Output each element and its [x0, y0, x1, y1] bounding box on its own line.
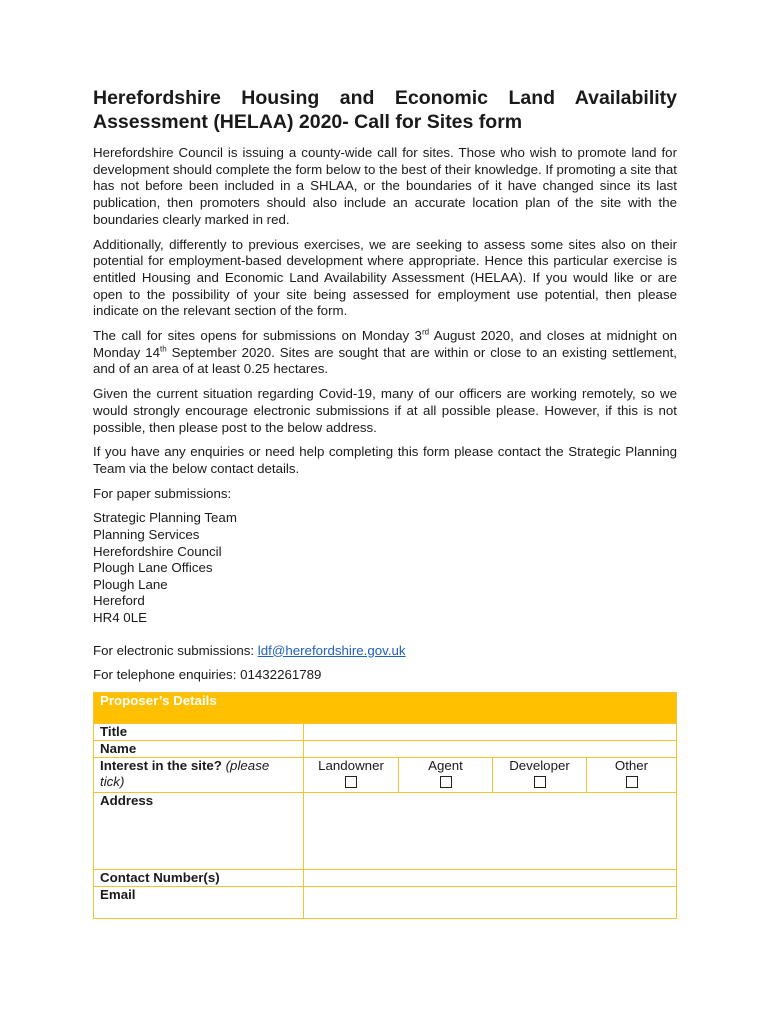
document-page	[93, 86, 677, 919]
option-label: Other	[614, 757, 649, 773]
employment-paragraph: Additionally, differently to previous exercises, we are seeking to assess some sites also on their potential for employment-based development where appropriate. Hence this particular exercise is entitled Housing and Economic Land Availability Assessment (HELAA). If you would like or are open to the possibility of your site being assessed for employment use potential, then please indicate on the relevant section of the form.	[93, 236, 677, 319]
email-field[interactable]	[304, 886, 677, 918]
electronic-label: For electronic submissions:	[93, 642, 258, 658]
email-label: Email	[94, 886, 304, 918]
dates-text-a: The call for sites opens for submissions on Monday 3	[93, 328, 422, 344]
option-agent	[399, 757, 493, 792]
option-label: Agent	[428, 757, 463, 773]
email-link[interactable]: ldf@herefordshire.gov.uk	[257, 642, 406, 658]
option-label: Developer	[509, 757, 570, 773]
contact-number-label: Contact Number(s)	[94, 869, 304, 886]
paper-submissions-label: For paper submissions:	[93, 485, 232, 501]
enquiries-paragraph: If you have any enquiries or need help completing this form please contact the Strategic Planning Team via the below contact details.	[93, 444, 677, 476]
landowner-checkbox[interactable]	[345, 776, 357, 788]
interest-label-cell	[94, 757, 304, 792]
intro-paragraph: Herefordshire Council is issuing a county-wide call for sites. Those who wish to promote land for development should complete the form below to the best of their knowledge. If promoting a site that has not before been included in a SHLAA, or the boundaries of it have changed since its last publication, then promoters should also include an accurate location plan of the site with the boundaries clearly marked in red.	[93, 145, 677, 227]
page-title: Herefordshire Housing and Economic Land Availability Assessment (HELAA) 2020- Call for Sites form	[93, 87, 677, 133]
option-developer	[493, 757, 587, 792]
name-label: Name	[94, 740, 304, 757]
dates-text-c: September 2020. Sites are sought that are within or close to an existing settlement, and of an area of at least 0.25 hectares.	[93, 344, 677, 377]
ordinal-th: th	[160, 344, 167, 354]
other-checkbox[interactable]	[626, 776, 638, 788]
electronic-submissions	[93, 643, 677, 660]
option-label: Landowner	[318, 757, 384, 773]
option-other	[587, 757, 677, 792]
title-label: Title	[94, 723, 304, 740]
covid-paragraph: Given the current situation regarding Covid-19, many of our officers are working remotely, so we would strongly encourage electronic submissions if at all possible please. However, if this is not possible, then please post to the below address.	[93, 386, 677, 435]
interest-label: Interest in the site?	[100, 757, 222, 773]
address-line: Hereford	[93, 593, 145, 609]
contact-number-field[interactable]	[304, 869, 677, 886]
interest-hint: (please tick)	[100, 757, 270, 789]
address-label: Address	[94, 792, 304, 869]
address-field[interactable]	[304, 792, 677, 869]
developer-checkbox[interactable]	[534, 776, 546, 788]
title-field[interactable]	[304, 723, 677, 740]
address-line: Herefordshire Council	[93, 543, 222, 559]
address-line: Plough Lane	[93, 576, 168, 592]
name-field[interactable]	[304, 740, 677, 757]
postal-address	[93, 510, 677, 626]
address-line: Planning Services	[93, 526, 200, 542]
proposer-details-table	[93, 692, 677, 919]
telephone-enquiries: For telephone enquiries: 01432261789	[93, 667, 322, 683]
dates-text-b: August 2020, and closes at midnight on Monday 14	[93, 328, 678, 360]
dates-paragraph	[93, 328, 677, 378]
table-header: Proposer’s Details	[94, 692, 677, 723]
ordinal-rd: rd	[421, 327, 430, 337]
option-landowner	[304, 757, 399, 792]
address-line: Plough Lane Offices	[93, 560, 213, 576]
address-line: Strategic Planning Team	[93, 510, 237, 526]
agent-checkbox[interactable]	[440, 776, 452, 788]
address-line: HR4 0LE	[93, 609, 147, 625]
